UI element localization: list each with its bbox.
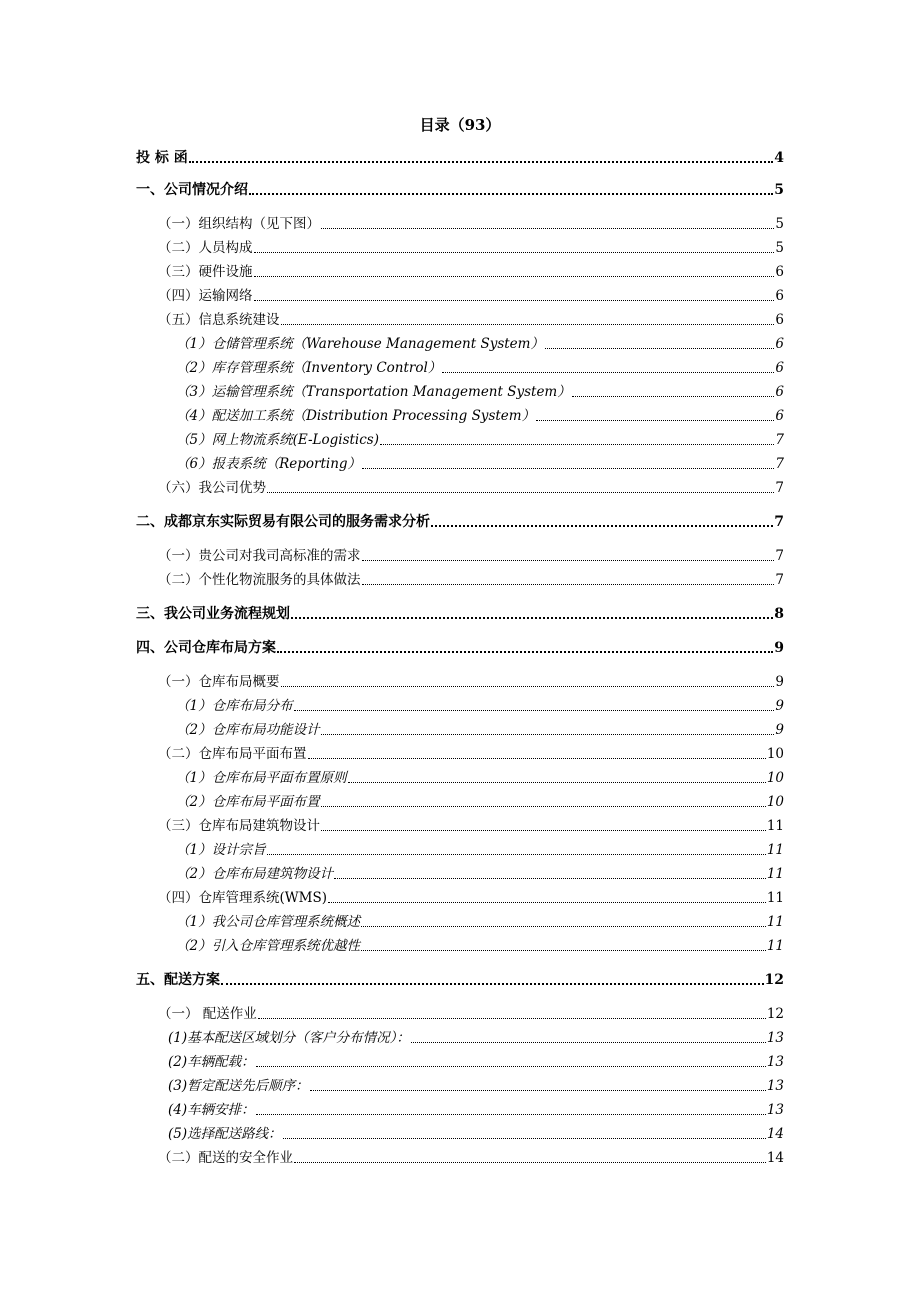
dot-leader bbox=[254, 276, 775, 277]
toc-entry-page-number: 9 bbox=[775, 674, 784, 690]
toc-entry[interactable] bbox=[168, 1124, 784, 1144]
dot-leader bbox=[258, 1018, 766, 1019]
toc-entry-page-number: 14 bbox=[766, 1150, 784, 1166]
toc-entry[interactable] bbox=[176, 358, 784, 378]
dot-leader bbox=[572, 396, 775, 397]
toc-entry-page-number: 7 bbox=[775, 572, 784, 588]
toc-entry[interactable] bbox=[136, 638, 784, 658]
toc-entry-label: （一）仓库布局概要 bbox=[158, 674, 280, 690]
toc-entry-page-number: 9 bbox=[774, 640, 784, 656]
toc-entry[interactable] bbox=[176, 912, 784, 932]
toc-entry-page-number: 7 bbox=[775, 432, 784, 448]
toc-entry[interactable] bbox=[176, 334, 784, 354]
toc-entry-label: (3)暂定配送先后顺序： bbox=[168, 1078, 309, 1094]
toc-entry-page-number: 7 bbox=[774, 514, 784, 530]
toc-entry-label: (5)选择配送路线： bbox=[168, 1126, 282, 1142]
toc-entry[interactable] bbox=[158, 546, 784, 566]
toc-entry[interactable] bbox=[158, 816, 784, 836]
toc-entry[interactable] bbox=[136, 180, 784, 200]
toc-entry-label: （2）仓库布局平面布置 bbox=[176, 794, 320, 810]
dot-leader bbox=[545, 348, 774, 349]
dot-leader bbox=[281, 324, 775, 325]
dot-leader bbox=[221, 983, 764, 985]
dot-leader bbox=[310, 1090, 766, 1091]
toc-entry[interactable] bbox=[168, 1100, 784, 1120]
toc-entry-label: （3）运输管理系统（Transportation Management System） bbox=[176, 384, 571, 400]
toc-entry-page-number: 8 bbox=[774, 606, 784, 622]
toc-entry-page-number: 5 bbox=[775, 240, 784, 256]
toc-entry[interactable] bbox=[176, 454, 784, 474]
toc-entry-page-number: 6 bbox=[775, 288, 784, 304]
dot-leader bbox=[334, 878, 766, 879]
toc-entry[interactable] bbox=[176, 382, 784, 402]
toc-entry-label: 一、公司情况介绍 bbox=[136, 182, 248, 198]
dot-leader bbox=[362, 468, 774, 469]
dot-leader bbox=[321, 734, 775, 735]
toc-entry-label: （2）引入仓库管理系统优越性 bbox=[176, 938, 361, 954]
toc-entry-label: (4)车辆安排： bbox=[168, 1102, 255, 1118]
toc-entry-label: 五、配送方案 bbox=[136, 972, 220, 988]
toc-entry-label: （二）个性化物流服务的具体做法 bbox=[158, 572, 361, 588]
toc-entry[interactable] bbox=[168, 1052, 784, 1072]
toc-entry-page-number: 7 bbox=[775, 548, 784, 564]
toc-entry-label: （6）报表系统（Reporting） bbox=[176, 456, 362, 472]
toc-entry-label: （1）仓库布局分布 bbox=[176, 698, 293, 714]
toc-entry-label: （五）信息系统建设 bbox=[158, 312, 280, 328]
toc-entry-label: （1）仓储管理系统（Warehouse Management System） bbox=[176, 336, 544, 352]
toc-entry-label: （二）人员构成 bbox=[158, 240, 253, 256]
toc-entry-label: （三）硬件设施 bbox=[158, 264, 253, 280]
toc-entry-page-number: 7 bbox=[775, 480, 784, 496]
toc-entry[interactable] bbox=[158, 238, 784, 258]
dot-leader bbox=[328, 902, 766, 903]
toc-entry[interactable] bbox=[176, 430, 784, 450]
dot-leader bbox=[267, 854, 766, 855]
toc-entry[interactable] bbox=[158, 672, 784, 692]
toc-title: 目录（93） bbox=[419, 116, 501, 134]
toc-entry-page-number: 6 bbox=[775, 336, 784, 352]
toc-entry-page-number: 6 bbox=[775, 408, 784, 424]
toc-entry[interactable] bbox=[168, 1028, 784, 1048]
toc-entry-page-number: 9 bbox=[775, 722, 784, 738]
toc-entry-label: 四、公司仓库布局方案 bbox=[136, 640, 276, 656]
toc-entry-page-number: 11 bbox=[766, 914, 784, 930]
toc-entry-label: （六）我公司优势 bbox=[158, 480, 266, 496]
toc-entry[interactable] bbox=[158, 1004, 784, 1024]
toc-entry[interactable] bbox=[158, 286, 784, 306]
toc-entry-label: （四）运输网络 bbox=[158, 288, 253, 304]
toc-entry[interactable] bbox=[158, 214, 784, 234]
dot-leader bbox=[321, 830, 766, 831]
toc-entry[interactable] bbox=[136, 970, 784, 990]
toc-entry-page-number: 13 bbox=[766, 1030, 784, 1046]
toc-entry-label: 投 标 函 bbox=[136, 150, 188, 166]
toc-entry-page-number: 7 bbox=[775, 456, 784, 472]
toc-entry[interactable] bbox=[136, 148, 784, 168]
toc-entry-label: （4）配送加工系统（Distribution Processing System） bbox=[176, 408, 536, 424]
toc-entry-label: （1）仓库布局平面布置原则 bbox=[176, 770, 347, 786]
dot-leader bbox=[362, 560, 775, 561]
toc-entry-label: （三）仓库布局建筑物设计 bbox=[158, 818, 320, 834]
toc-entry-page-number: 5 bbox=[774, 182, 784, 198]
toc-entry-page-number: 6 bbox=[775, 360, 784, 376]
dot-leader bbox=[291, 617, 773, 619]
dot-leader bbox=[431, 525, 773, 527]
toc-entry-label: （二）配送的安全作业 bbox=[158, 1150, 293, 1166]
toc-entry-label: （2）仓库布局建筑物设计 bbox=[176, 866, 334, 882]
toc-entry-label: （二）仓库布局平面布置 bbox=[158, 746, 307, 762]
dot-leader bbox=[411, 1042, 766, 1043]
toc-entry-label: (1)基本配送区域划分（客户分布情况）： bbox=[168, 1030, 410, 1046]
dot-leader bbox=[362, 584, 775, 585]
dot-leader bbox=[281, 686, 775, 687]
dot-leader bbox=[361, 926, 766, 927]
dot-leader bbox=[254, 300, 775, 301]
dot-leader bbox=[442, 372, 774, 373]
toc-entry-page-number: 9 bbox=[775, 698, 784, 714]
toc-entry-label: 二、成都京东实际贸易有限公司的服务需求分析 bbox=[136, 514, 430, 530]
toc-entry-page-number: 10 bbox=[766, 794, 784, 810]
toc-entry-page-number: 6 bbox=[775, 264, 784, 280]
toc-entry[interactable] bbox=[136, 604, 784, 624]
toc-entry[interactable] bbox=[176, 864, 784, 884]
dot-leader bbox=[380, 444, 774, 445]
toc-entry[interactable] bbox=[176, 720, 784, 740]
toc-entry-page-number: 4 bbox=[774, 150, 784, 166]
toc-entry-label: 三、我公司业务流程规划 bbox=[136, 606, 290, 622]
toc-entry-page-number: 5 bbox=[775, 216, 784, 232]
toc-entry[interactable] bbox=[158, 262, 784, 282]
toc-entry[interactable] bbox=[176, 792, 784, 812]
toc-entry-page-number: 13 bbox=[766, 1078, 784, 1094]
toc-entry[interactable] bbox=[176, 840, 784, 860]
toc-entry[interactable] bbox=[158, 570, 784, 590]
dot-leader bbox=[267, 492, 774, 493]
dot-leader bbox=[249, 193, 773, 195]
dot-leader bbox=[348, 782, 766, 783]
toc-entry-label: （一）贵公司对我司高标准的需求 bbox=[158, 548, 361, 564]
toc-entry-page-number: 11 bbox=[766, 842, 784, 858]
dot-leader bbox=[256, 1114, 766, 1115]
toc-entry-label: （一） 配送作业 bbox=[158, 1006, 257, 1022]
toc-entry-label: (2)车辆配载： bbox=[168, 1054, 255, 1070]
toc-entry[interactable] bbox=[158, 744, 784, 764]
toc-entry[interactable] bbox=[158, 1148, 784, 1168]
toc-entry-page-number: 11 bbox=[766, 818, 784, 834]
toc-entry-page-number: 12 bbox=[766, 1006, 784, 1022]
toc-entry-label: （1）我公司仓库管理系统概述 bbox=[176, 914, 361, 930]
toc-entry[interactable] bbox=[158, 478, 784, 498]
toc-entry-page-number: 10 bbox=[766, 746, 784, 762]
toc-entry[interactable] bbox=[168, 1076, 784, 1096]
toc-entry-label: （1）设计宗旨 bbox=[176, 842, 266, 858]
toc-entry-page-number: 11 bbox=[766, 890, 784, 906]
toc-entry[interactable] bbox=[158, 310, 784, 330]
dot-leader bbox=[361, 950, 766, 951]
dot-leader bbox=[283, 1138, 766, 1139]
toc-entry-label: （5）网上物流系统(E-Logistics) bbox=[176, 432, 380, 448]
toc-entry-label: （四）仓库管理系统(WMS) bbox=[158, 890, 327, 906]
dot-leader bbox=[254, 252, 775, 253]
toc-entry-label: （一）组织结构（见下图） bbox=[158, 216, 320, 232]
toc-entry-page-number: 6 bbox=[775, 384, 784, 400]
dot-leader bbox=[294, 1162, 766, 1163]
dot-leader bbox=[189, 161, 774, 163]
toc-entry[interactable] bbox=[136, 512, 784, 532]
toc-entry[interactable] bbox=[176, 936, 784, 956]
toc-entry[interactable] bbox=[158, 888, 784, 908]
toc-entry-page-number: 10 bbox=[766, 770, 784, 786]
toc-entry-page-number: 11 bbox=[766, 866, 784, 882]
dot-leader bbox=[277, 651, 773, 653]
dot-leader bbox=[321, 806, 766, 807]
dot-leader bbox=[294, 710, 775, 711]
toc-entry-page-number: 12 bbox=[764, 972, 784, 988]
dot-leader bbox=[536, 420, 774, 421]
toc-entry-page-number: 13 bbox=[766, 1102, 784, 1118]
toc-entry-page-number: 14 bbox=[766, 1126, 784, 1142]
toc-entry[interactable] bbox=[176, 696, 784, 716]
dot-leader bbox=[256, 1066, 766, 1067]
toc-entry[interactable] bbox=[176, 406, 784, 426]
toc-entry[interactable] bbox=[176, 768, 784, 788]
toc-entry-label: （2）仓库布局功能设计 bbox=[176, 722, 320, 738]
dot-leader bbox=[321, 228, 774, 229]
toc-entry-label: （2）库存管理系统（Inventory Control） bbox=[176, 360, 442, 376]
toc-entry-page-number: 6 bbox=[775, 312, 784, 328]
toc-entry-page-number: 13 bbox=[766, 1054, 784, 1070]
dot-leader bbox=[308, 758, 766, 759]
toc-entry-page-number: 11 bbox=[766, 938, 784, 954]
